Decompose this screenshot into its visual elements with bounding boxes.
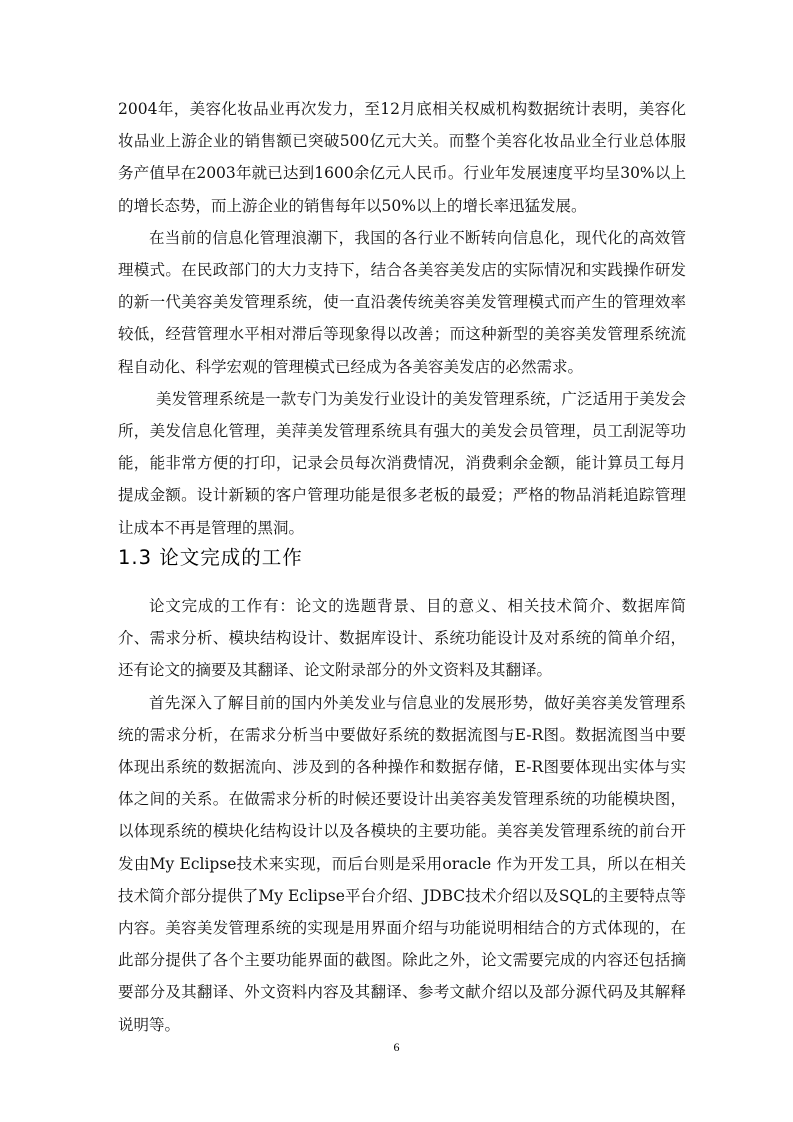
paragraph-salon-system: 美发管理系统是一款专门为美发行业设计的美发管理系统，广泛适用于美发会所，美发信息化管理，美萍美发管理系统具有强大的美发会员管理，员工刮泥等功能，能非常方便的打印，记录会员每次消费情况，消费剩余金额，能计算员工每月提成金额。设计新颖的客户管理功能是很多老板的最爱；严格的物品消耗追踪管理让成本不再是管理的黑洞。 [118,389,686,537]
paragraph-informatization: 在当前的信息化管理浪潮下，我国的各行业不断转向信息化，现代化的高效管理模式。在民政部门的大力支持下，结合各美容美发店的实际情况和实践操作研发的新一代美容美发管理系统，使一直沿袭传统美容美发管理模式而产生的管理效率较低，经营管理水平相对滞后等现象得以改善；而这种新型的美容美发管理系统流程自动化、科学宏观的管理模式已经成为各美容美发店的必然需求。 [118,228,686,376]
section-heading: 1.3 论文完成的工作 [118,546,303,569]
page-number: 6 [393,1040,400,1054]
section-body-top [118,93,686,544]
section-body-bottom [118,590,686,1041]
paragraph-industry-stats: 2004年，美容化妆品业再次发力，至12月底相关权威机构数据统计表明，美容化妆品业上游企业的销售额已突破500亿元大关。而整个美容化妆品业全行业总体服务产值早在2003年就已达到1600余亿元人民币。行业年发展速度平均呈30%以上的增长态势，而上游企业的销售每年以50%以上的增长率迅猛发展。 [118,100,686,215]
paragraph-thesis-work: 论文完成的工作有：论文的选题背景、目的意义、相关技术简介、数据库简介、需求分析、模块结构设计、数据库设计、系统功能设计及对系统的简单介绍，还有论文的摘要及其翻译、论文附录部分的外文资料及其翻译。 [118,597,686,680]
paragraph-requirements-analysis: 首先深入了解目前的国内外美发业与信息业的发展形势，做好美容美发管理系统的需求分析，在需求分析当中要做好系统的数据流图与E-R图。数据流图当中要体现出系统的数据流向、涉及到的各种操作和数据存储，E-R图要体现出实体与实体之间的关系。在做需求分析的时候还要设计出美容美发管理系统的功能模块图，以体现系统的模块化结构设计以及各模块的主要功能。美容美发管理系统的前台开发由My Eclipse技术来实现，而后台则是采用oracle 作为开发工具，所以在相关技术简介部分提供了My Eclipse平台介绍、JDBC技术介绍以及SQL的主要特点等内容。美容美发管理系统的实现是用界面介绍与功能说明相结合的方式体现的，在此部分提供了各个主要功能界面的截图。除此之外，论文需要完成的内容还包括摘要部分及其翻译、外文资料内容及其翻译、参考文献介绍以及部分源代码及其解释说明等。 [118,693,686,1034]
